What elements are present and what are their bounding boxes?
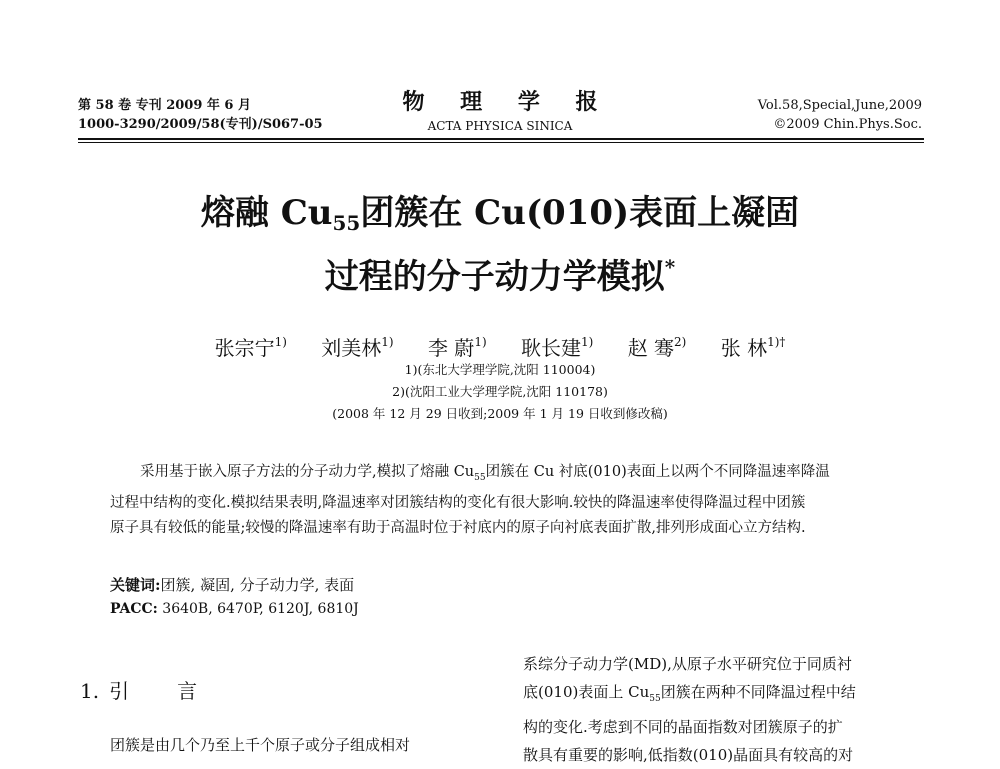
author: 赵 骞$^{2)}$ (627, 335, 687, 360)
title-line2-text: 过程的分子动力学模拟 (324, 257, 665, 297)
title-part-a: 熔融 Cu (200, 193, 333, 233)
keywords-label: 关键词: (110, 576, 161, 594)
header-rule-thin (78, 142, 924, 143)
pacc-label: PACC: (110, 601, 158, 617)
body-right-line: 底(010)表面上 $Cu_{55}$团簇在两种不同降温过程中结 (523, 683, 856, 704)
paper-title-line2 (0, 240, 1000, 304)
volume-info (758, 96, 922, 134)
author: 张宗宁$^{1)}$ (214, 335, 287, 360)
received-dates: (2008 年 12 月 29 日收到;2009 年 1 月 19 日收到修改稿) (332, 406, 668, 421)
header-rule-thick (78, 138, 924, 140)
section-heading (80, 677, 197, 705)
title-part-b: 团簇在 Cu(010)表面上凝固 (360, 193, 800, 233)
body-left-line: 团簇是由几个乃至上千个原子或分子组成相对 (110, 736, 411, 754)
title-subscript: 55 (332, 211, 361, 235)
body-right-line: 散具有重要的影响,低指数(010)晶面具有较高的对 (523, 746, 854, 764)
title-footnote-mark: * (664, 255, 676, 279)
author: 耿长建$^{1)}$ (521, 335, 594, 360)
journal-name-cn: 物 理 学 报 (402, 89, 612, 115)
section-title-char: 言 (177, 679, 198, 703)
body-right-line: 系综分子动力学(MD),从原子水平研究位于同质衬 (523, 655, 852, 673)
body-right-line: 构的变化.考虑到不同的晶面指数对团簇原子的扩 (523, 718, 843, 736)
abstract-line: 原子具有较低的能量;较慢的降温速率有助于高温时位于衬底内的原子向衬底表面扩散,排列形成面心立方结构. (110, 519, 806, 536)
author: 李 蔚$^{1)}$ (427, 335, 487, 360)
author: 张 林$^{1)\dagger}$ (720, 335, 786, 360)
copyright-line: ©2009 Chin.Phys.Soc. (773, 117, 922, 132)
issue-line: 第 58 卷 专刊 2009 年 6 月 (78, 98, 251, 113)
section-number: 1. (80, 679, 100, 703)
volume-line: Vol.58,Special,June,2009 (757, 98, 922, 113)
affiliation-2: 2)(沈阳工业大学理学院,沈阳 110178) (392, 384, 608, 399)
author: 刘美林$^{1)}$ (321, 335, 394, 360)
issn-line: 1000-3290/2009/58(专刊)/S067-05 (78, 117, 323, 132)
body-right-column (523, 650, 923, 769)
abstract-line: 采用基于嵌入原子方法的分子动力学,模拟了熔融 $Cu_{55}$团簇在 Cu 衬底(010)表面上以两个不同降温速率降温 (140, 464, 830, 483)
author-list (0, 328, 1000, 362)
journal-issue-info (78, 96, 323, 134)
journal-name-en: ACTA PHYSICA SINICA (427, 119, 573, 133)
section-title-char: 引 (109, 679, 130, 703)
pacc-text: 3640B, 6470P, 6120J, 6810J (162, 601, 359, 617)
abstract-line: 过程中结构的变化.模拟结果表明,降温速率对团簇结构的变化有很大影响.较快的降温速率使得降温过程中团簇 (110, 494, 806, 511)
abstract (110, 460, 895, 541)
affiliation-1: 1)(东北大学理学院,沈阳 110004) (404, 362, 596, 377)
keywords-text: 团簇, 凝固, 分子动力学, 表面 (160, 576, 355, 594)
journal-name (380, 88, 620, 134)
keywords (110, 572, 354, 598)
pacc-codes (110, 596, 359, 622)
